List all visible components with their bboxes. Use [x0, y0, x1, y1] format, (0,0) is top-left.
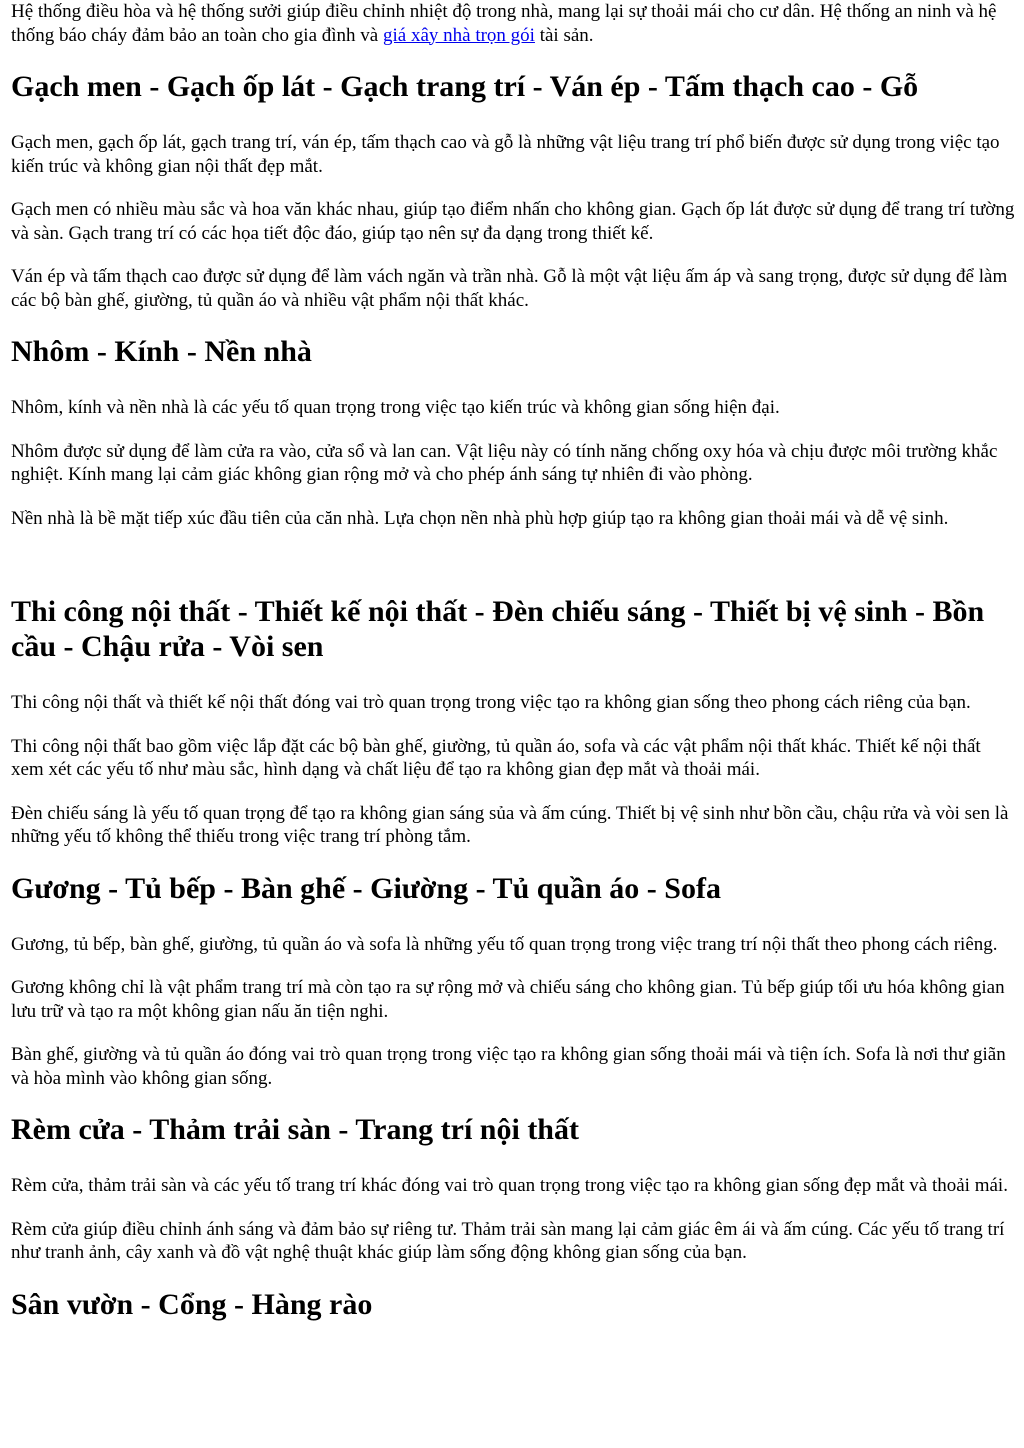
section-heading-tiles-wood: Gạch men - Gạch ốp lát - Gạch trang trí - Ván ép - Tấm thạch cao - Gỗ — [11, 70, 919, 103]
paragraph: Gương không chỉ là vật phẩm trang trí mà còn tạo ra sự rộng mở và chiếu sáng cho không gian. Tủ bếp giúp tối ưu hóa không gian lưu trữ và tạo ra một không gian nấu ăn tiện nghi. — [11, 977, 1005, 1022]
paragraph: Thi công nội thất và thiết kế nội thất đóng vai trò quan trọng trong việc tạo ra không gian sống theo phong cách riêng của bạn. — [11, 692, 971, 713]
section-heading-garden-gate-fence: Sân vườn - Cổng - Hàng rào — [11, 1287, 373, 1321]
section-heading-interior-construction: Thi công nội thất - Thiết kế nội thất - Đèn chiếu sáng - Thiết bị vệ sinh - Bồn cầu - Chậu rửa - Vòi sen — [11, 595, 985, 663]
paragraph: Rèm cửa, thảm trải sàn và các yếu tố trang trí khác đóng vai trò quan trọng trong việc tạo ra không gian sống đẹp mắt và thoải mái. — [11, 1175, 1008, 1196]
intro-text-after: tài sản. — [534, 24, 594, 46]
paragraph: Nền nhà là bề mặt tiếp xúc đầu tiên của căn nhà. Lựa chọn nền nhà phù hợp giúp tạo ra không gian thoải mái và dễ vệ sinh. — [11, 507, 949, 529]
section-heading-furniture: Gương - Tủ bếp - Bàn ghế - Giường - Tủ quần áo - Sofa — [11, 871, 721, 905]
paragraph: Gạch men, gạch ốp lát, gạch trang trí, ván ép, tấm thạch cao và gỗ là những vật liệu trang trí phổ biến được sử dụng trong việc tạo kiến trúc và không gian nội thất đẹp mắt. — [11, 132, 1000, 177]
paragraph: Gương, tủ bếp, bàn ghế, giường, tủ quần áo và sofa là những yếu tố quan trọng trong việc trang trí nội thất theo phong cách riêng. — [11, 933, 998, 955]
intro-paragraph — [11, 0, 1015, 47]
paragraph: Rèm cửa giúp điều chỉnh ánh sáng và đảm bảo sự riêng tư. Thảm trải sàn mang lại cảm giác êm ái và ấm cúng. Các yếu tố trang trí như tranh ảnh, cây xanh và đồ vật nghệ thuật khác giúp làm sống động không gian sống của bạn. — [11, 1218, 1005, 1263]
paragraph: Gạch men có nhiều màu sắc và hoa văn khác nhau, giúp tạo điểm nhấn cho không gian. Gạch ốp lát được sử dụng để trang trí tường và sàn. Gạch trang trí có các họa tiết độc đáo, giúp tạo nên sự đa dạng trong thiết kế. — [11, 199, 1015, 244]
intro-text-before: Hệ thống điều hòa và hệ thống sưởi giúp điều chỉnh nhiệt độ trong nhà, mang lại sự thoải mái cho cư dân. Hệ thống an ninh và hệ thống báo cháy đảm bảo an toàn cho gia đình và — [11, 1, 997, 46]
paragraph: Bàn ghế, giường và tủ quần áo đóng vai trò quan trọng trong việc tạo ra không gian sống thoải mái và tiện ích. Sofa là nơi thư giãn và hòa mình vào không gian sống. — [11, 1044, 1006, 1089]
section-heading-curtains-carpets: Rèm cửa - Thảm trải sàn - Trang trí nội thất — [11, 1113, 579, 1146]
paragraph: Nhôm được sử dụng để làm cửa ra vào, cửa sổ và lan can. Vật liệu này có tính năng chống oxy hóa và chịu được môi trường khắc nghiệt. Kính mang lại cảm giác không gian rộng mở và cho phép ánh sáng tự nhiên đi vào phòng. — [11, 440, 998, 485]
paragraph: Ván ép và tấm thạch cao được sử dụng để làm vách ngăn và trần nhà. Gỗ là một vật liệu ấm áp và sang trọng, được sử dụng để làm các bộ bàn ghế, giường, tủ quần áo và nhiều vật phẩm nội thất khác. — [11, 266, 1008, 311]
paragraph: Thi công nội thất bao gồm việc lắp đặt các bộ bàn ghế, giường, tủ quần áo, sofa và các vật phẩm nội thất khác. Thiết kế nội thất xem xét các yếu tố như màu sắc, hình dạng và chất liệu để tạo ra không gian đẹp mắt và thoải mái. — [11, 735, 981, 780]
package-house-price-link[interactable]: giá xây nhà trọn gói — [382, 24, 535, 46]
paragraph: Nhôm, kính và nền nhà là các yếu tố quan trọng trong việc tạo kiến trúc và không gian sống hiện đại. — [11, 397, 780, 418]
section-heading-aluminum-glass-floor: Nhôm - Kính - Nền nhà — [11, 335, 312, 368]
section-spacer — [11, 550, 1015, 572]
paragraph: Đèn chiếu sáng là yếu tố quan trọng để tạo ra không gian sáng sủa và ấm cúng. Thiết bị vệ sinh như bồn cầu, chậu rửa và vòi sen là những yếu tố không thể thiếu trong việc trang trí phòng tắm. — [11, 802, 1009, 847]
article-body — [11, 0, 1015, 1349]
